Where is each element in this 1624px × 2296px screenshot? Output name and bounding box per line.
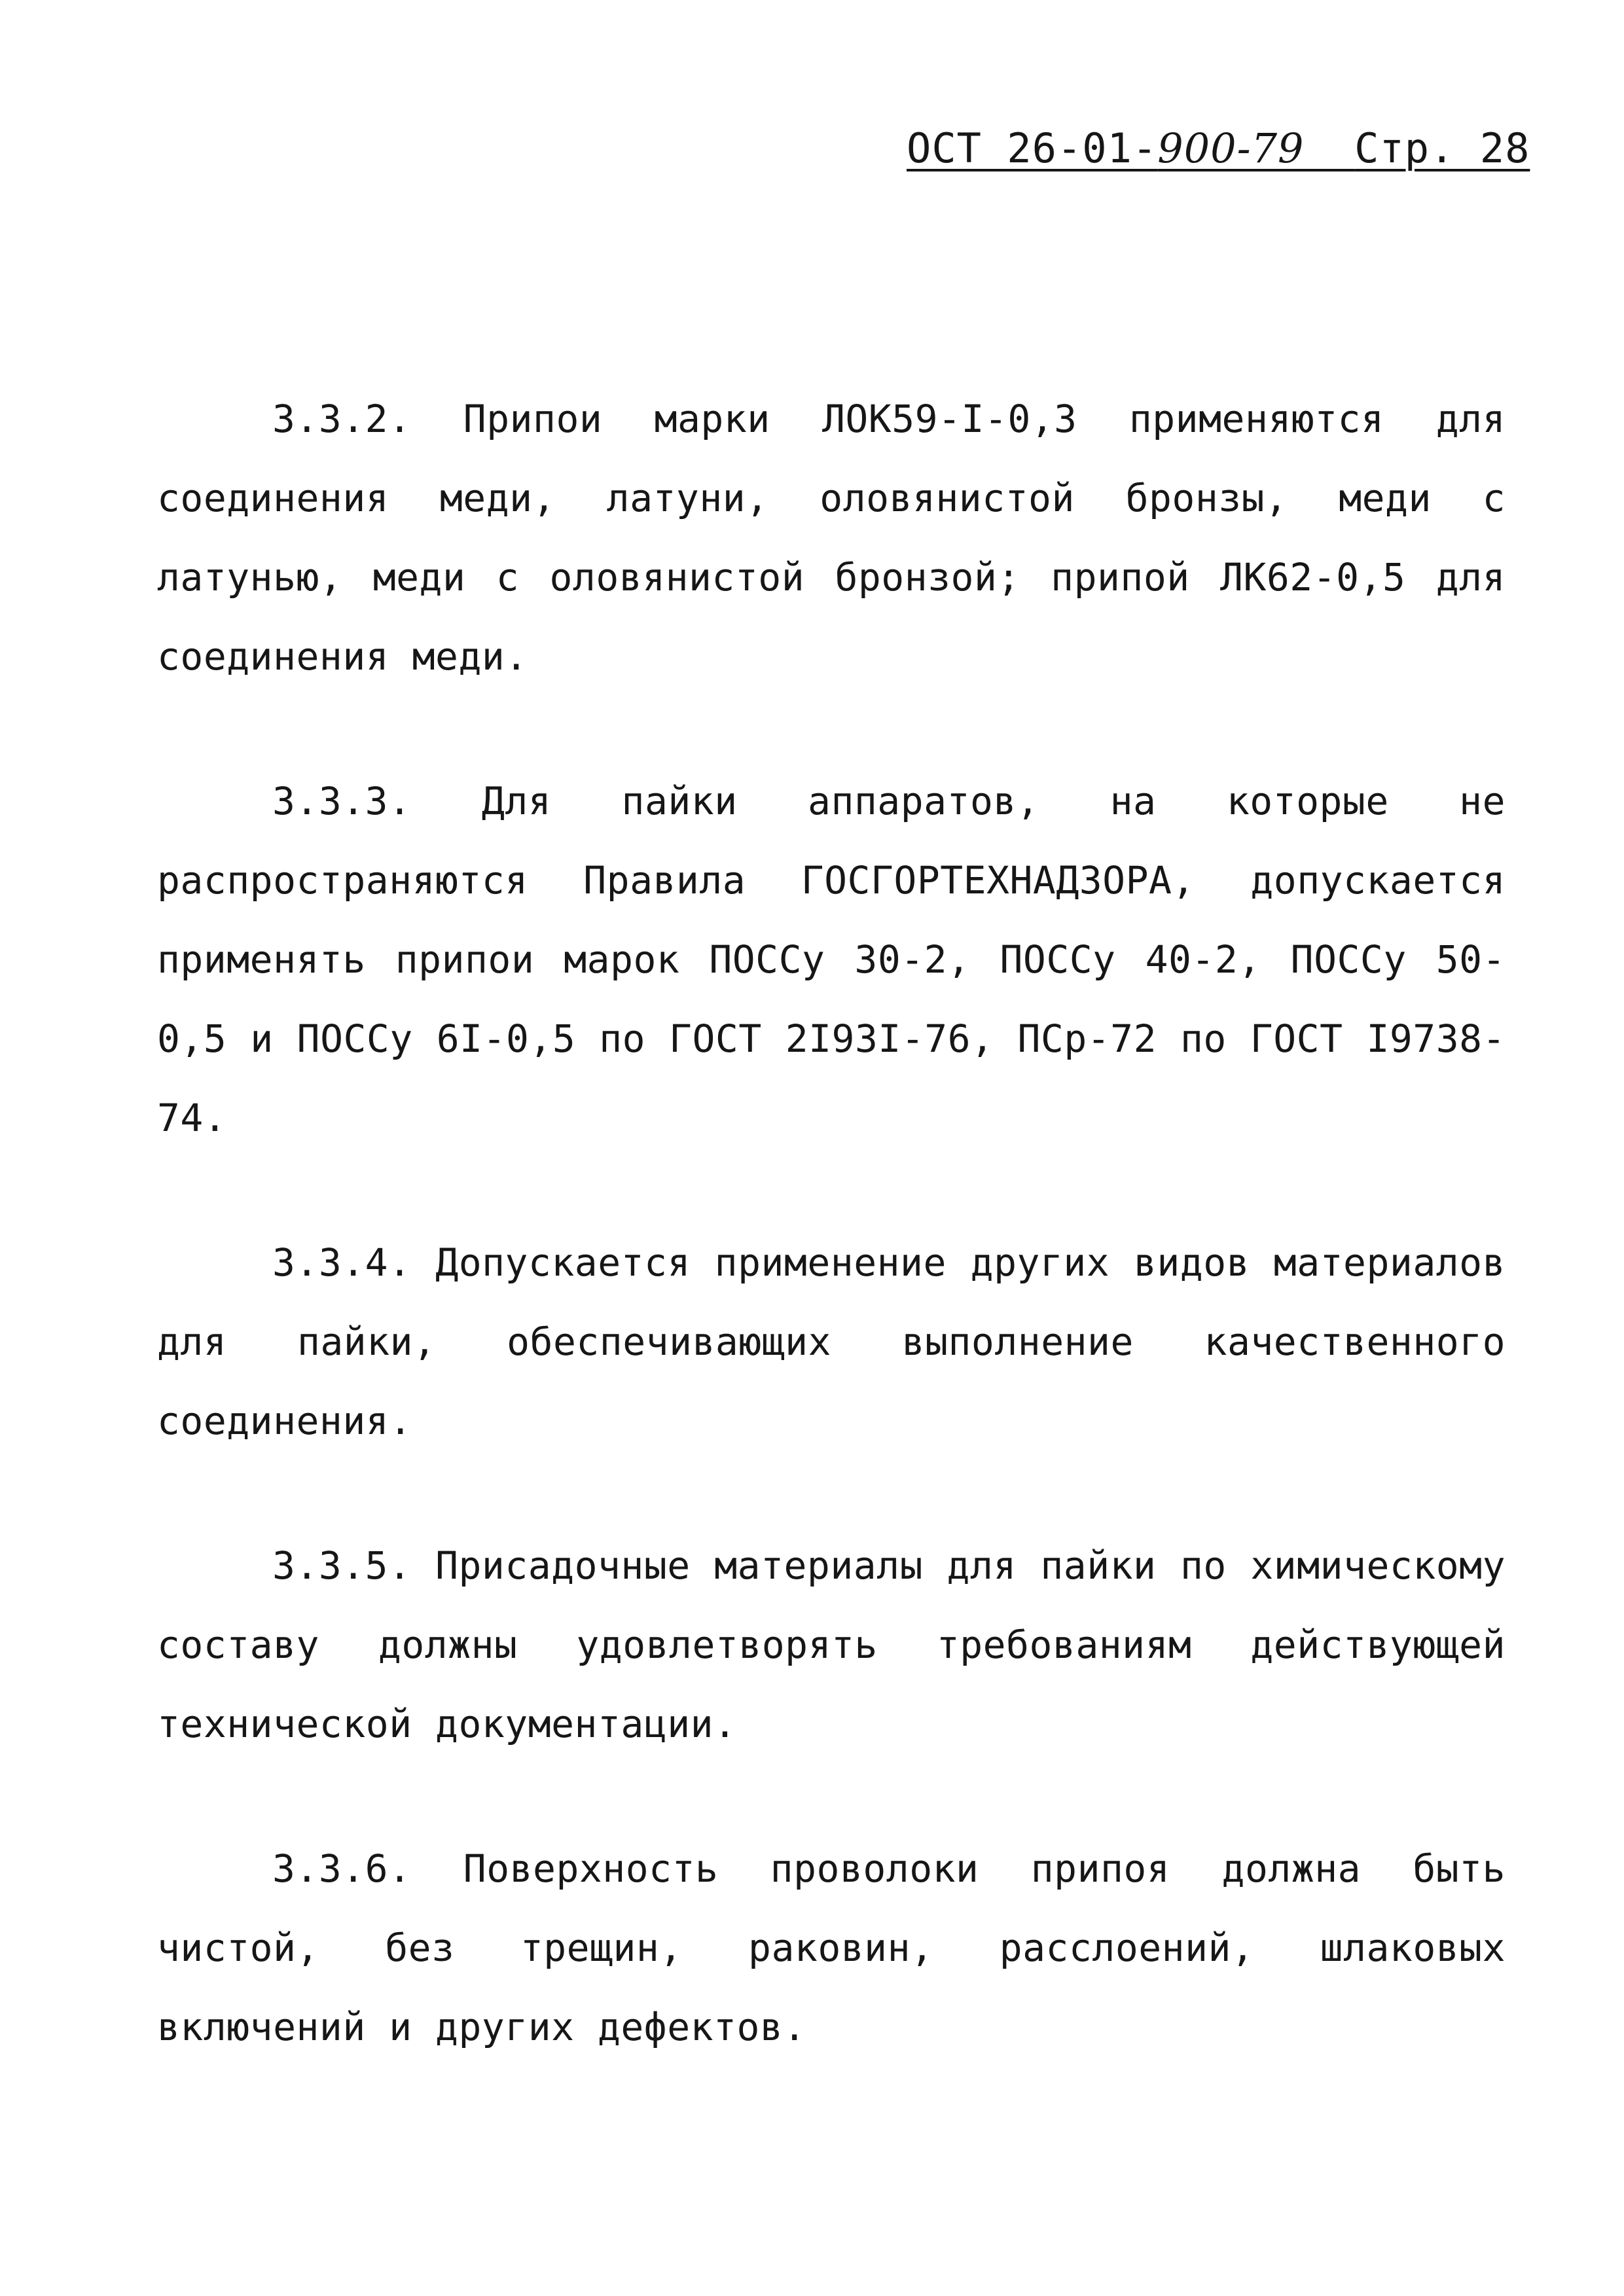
- paragraph-number: 3.3.5.: [272, 1543, 412, 1588]
- handwritten-document-number: 900-79: [1157, 124, 1305, 172]
- paragraph-3-3-4: [157, 1223, 1506, 1461]
- paragraph-number: 3.3.6.: [272, 1846, 412, 1891]
- page-number: Стр. 28: [1354, 124, 1530, 172]
- standard-code: ОСТ 26-01-: [907, 124, 1158, 172]
- paragraph-text: Для пайки аппаратов, на которые не распространяются Правила ГОСГОРТЕХНАДЗОРА, допускается применять припои марок ПОССу 30-2, ПОССу 40-2, ПОССу 50-0,5 и ПОССу 6I-0,5 по ГОСТ 2I93I-76, ПСр-72 по ГОСТ I9738-74.: [157, 779, 1506, 1140]
- document-body: [157, 380, 1506, 2132]
- paragraph-text: Присадочные материалы для пайки по химическому составу должны удовлетворять требованиям действующей технической документации.: [157, 1543, 1506, 1746]
- paragraph-number: 3.3.4.: [272, 1240, 412, 1285]
- paragraph-text: Допускается применение других видов материалов для пайки, обеспечивающих выполнение качественного соединения.: [157, 1240, 1506, 1443]
- paragraph-text: Поверхность проволоки припоя должна быть чистой, без трещин, раковин, расслоений, шлаковых включений и других дефектов.: [157, 1846, 1506, 2049]
- paragraph-text: Припои марки ЛОК59-I-0,3 применяются для соединения меди, латуни, оловянистой бронзы, меди с латунью, меди с оловянистой бронзой; припой ЛК62-0,5 для соединения меди.: [157, 397, 1506, 679]
- paragraph-3-3-3: [157, 762, 1506, 1158]
- paragraph-3-3-5: [157, 1526, 1506, 1764]
- paragraph-3-3-2: [157, 380, 1506, 696]
- paragraph-3-3-6: [157, 1829, 1506, 2067]
- page-header: [907, 124, 1530, 172]
- paragraph-number: 3.3.3.: [272, 779, 412, 823]
- paragraph-number: 3.3.2.: [272, 397, 412, 441]
